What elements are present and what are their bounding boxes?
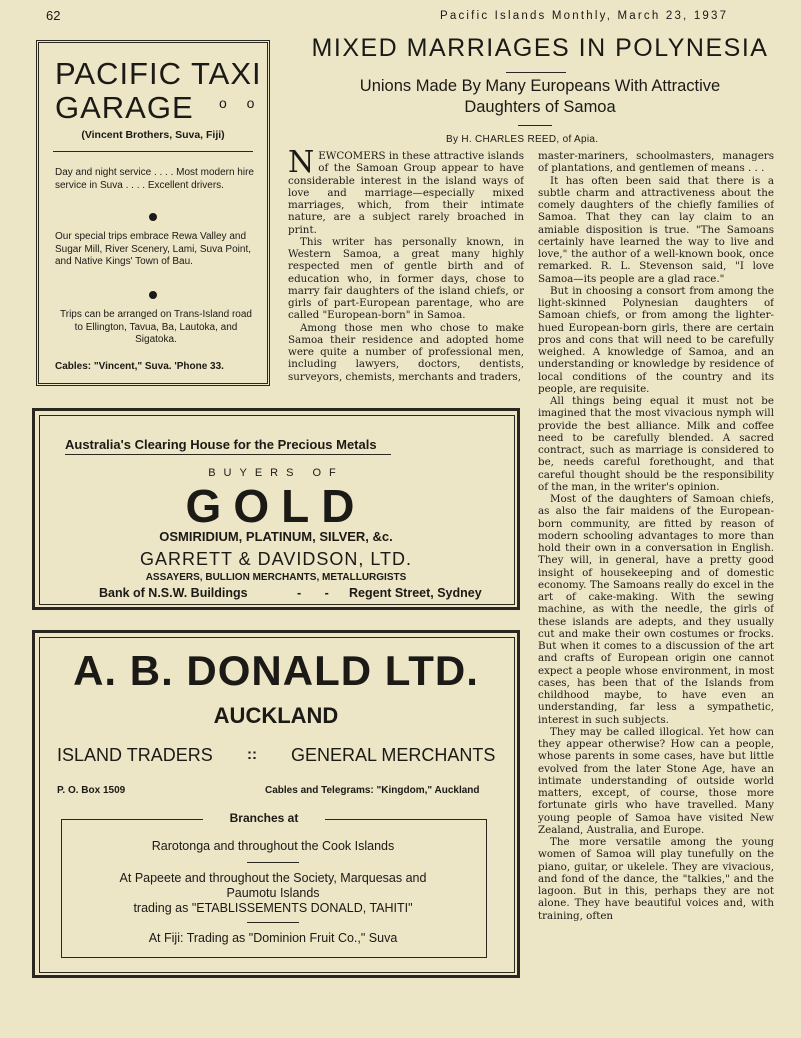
gold-ad-firm-name: GARRETT & DAVIDSON, LTD. [139, 549, 413, 569]
taxi-ad-subtitle: (Vincent Brothers, Suva, Fiji) [81, 129, 225, 141]
branch-cook-islands: Rarotonga and throughout the Cook Islands [151, 839, 395, 853]
taxi-ad-divider [53, 151, 253, 152]
gold-ad-address-left: Bank of N.S.W. Buildings [99, 586, 248, 600]
taxi-ad-para-trans-island: Trips can be arranged on Trans-Island road to Ellington, Tavua, Ba, Lautoka, and Sigatoka. [60, 309, 252, 345]
donald-ad-trade-right: GENERAL MERCHANTS [291, 745, 496, 765]
article-paragraph: Among those men who chose to make Samoa their residence and adopted home were quite a number of professional men, including lawyers, doctors, dentists, surveyors, chemists, merchants and traders, [288, 321, 524, 383]
article-paragraph: This writer has personally known, in Western Samoa, a great many highly respected men of gentle birth and of education who, in former days, chose to marry fair daughters of the island chiefs, or girls of part-European parentage, who are called "European-born" in Samoa. [288, 235, 524, 322]
article-title: MIXED MARRIAGES IN POLYNESIA [311, 34, 769, 62]
gold-ad-buyers-of: BUYERS OF [208, 467, 344, 479]
branches-top-rule-right [325, 819, 486, 820]
article-paragraph-text: EWCOMERS in these attractive islands of the Samoan Group appear to have considerable interest in the island ways of love and marriage—especially mixed marriages, which, from their intimate nature, are a subject rarely broached in print. [288, 150, 524, 236]
taxi-ad-para-service: Day and night service . . . . Most modern hire service in Suva . . . . Excellent drivers. [55, 167, 254, 191]
taxi-ad-title-line1: PACIFIC TAXI [55, 56, 262, 91]
branches-divider [247, 862, 299, 863]
article-subtitle-line2: Daughters of Samoa [464, 98, 616, 116]
gold-ad-trades: ASSAYERS, BULLION MERCHANTS, METALLURGISTS [145, 572, 407, 583]
article-subtitle [296, 76, 784, 118]
article-byline: By H. CHARLES REED, of Apia. [446, 134, 599, 145]
article-paragraph [288, 150, 524, 236]
article-paragraph: It has often been said that there is a subtle charm and attractiveness about the comely daughters of the chiefly families of Samoa. That they can lay claim to an amiable disposition is true. "The Samoans certainly have learned the way to live and love," the author of a well-known book, once remarked. R. L. Stevenson said, "I love Samoa—its people are a glad race." [538, 174, 774, 285]
gold-ad-big-word: GOLD [185, 480, 367, 532]
running-head: Pacific Islands Monthly, March 23, 1937 [440, 10, 729, 22]
article-column-1 [288, 150, 524, 390]
donald-ad-trade-separator: :: [247, 746, 257, 763]
article-paragraph: The more versatile among the young women of Samoa will play tunefully on the piano, guitar, or ukelele. They are vivacious, and fond of the dance, the "talkies," and the lagoon. But in this, perhaps they are not alone. They have beautiful voices and, with training, often [538, 836, 774, 922]
bullet-dot-icon [149, 213, 157, 221]
drop-cap: N [288, 150, 315, 180]
branches-divider [247, 922, 299, 923]
donald-ad-city: AUCKLAND [213, 703, 339, 728]
article-paragraph: But in choosing a consort from among the light-skinned Polynesian daughters of Samoan chiefs, or from among the lighter-hued European-born girls, there are certain pros and cons that will need to be carefully weighed. A knowledge of Samoa, and an understanding or knowledge by residence of local conditions of the country and its people, are requisite. [538, 284, 774, 395]
branch-papeete-line3: trading as "ETABLISSEMENTS DONALD, TAHITI" [133, 901, 413, 915]
donald-ad-cables: Cables and Telegrams: "Kingdom," Auckland [265, 785, 480, 796]
gold-ad-headline-underline [65, 454, 391, 455]
gold-advertisement [32, 408, 520, 610]
donald-ad-company-name: A. B. DONALD LTD. [73, 647, 479, 694]
donald-ad-po-box: P. O. Box 1509 [57, 785, 126, 796]
article-subtitle-line1: Unions Made By Many Europeans With Attractive [359, 77, 721, 95]
article-paragraph: master-mariners, schoolmasters, managers of plantations, and gentlemen of means . . . [538, 150, 774, 175]
gold-ad-address-right: Regent Street, Sydney [349, 586, 482, 600]
gold-ad-headline: Australia's Clearing House for the Precious Metals [65, 437, 377, 452]
article-paragraph: They may be called illogical. Yet how can they appear otherwise? How can a people, whose parents in some cases, have but little evolved from the later Stone Age, have an intimate understanding of outside world matters, except, of course, those more fortunate girls who have travelled. Many young people of Samoa have visited New Zealand, Australia, and Europe. [538, 725, 774, 836]
branches-top-rule-left [61, 819, 203, 820]
donald-advertisement [32, 630, 520, 978]
branch-papeete-line1: At Papeete and throughout the Society, Marquesas and [119, 871, 427, 885]
article-column-2 [538, 150, 774, 1014]
gold-ad-address-separator: - - [297, 586, 339, 600]
donald-ad-trade-left: ISLAND TRADERS [57, 745, 213, 765]
taxi-ad-para-trips: Our special trips embrace Rewa Valley and Sugar Mill, River Scenery, Lami, Suva Point, and Native Kings' Town of Bau. [55, 231, 252, 267]
taxi-ad-title [55, 57, 262, 125]
bullet-dot-icon [149, 291, 157, 299]
taxi-ad-cables: Cables: "Vincent," Suva. 'Phone 33. [55, 361, 224, 372]
taxi-ad-title-line2: GARAGE [55, 90, 194, 125]
branch-papeete-line2: Paumotu Islands [226, 886, 320, 900]
branches-title: Branches at [229, 811, 299, 825]
article-paragraph: All things being equal it must not be imagined that the most vivacious nymph will provide the best alliance. Milk and coffee need to be carefully blended. A sacred contract, such as marriage is considered to be, needs careful forethought, and that careful thought should be the responsibility of the man, in the writer's opinion. [538, 395, 774, 493]
gold-ad-metals: OSMIRIDIUM, PLATINUM, SILVER, &c. [159, 529, 393, 544]
taxi-ad-ornament: o o [219, 95, 263, 111]
branch-fiji: At Fiji: Trading as "Dominion Fruit Co.," Suva [148, 931, 398, 945]
article-title-rule [506, 72, 566, 73]
article-subtitle-rule [518, 125, 552, 126]
page-number: 62 [46, 8, 61, 23]
taxi-advertisement [36, 40, 270, 386]
article-paragraph: Most of the daughters of Samoan chiefs, as also the fair maidens of the European-born community, are fitted by reason of modern schooling advantages to more than hold their own in a conversation in English. They will, in general, have a pretty good insight of housekeeping and of domestic economy. The Samoans really do excel in the art of cake-making. With the sewing machine, as with the needle, the girls of these islands are adepts, and they usually cut and make their own costumes or frocks. But when it comes to a discussion of the art and crafts of European origin one cannot expect a people whose environment, in most cases, has been that of the Islands from childhood maybe, to have even an understanding, far less a sympathetic, interest in such subjects. [538, 493, 774, 726]
